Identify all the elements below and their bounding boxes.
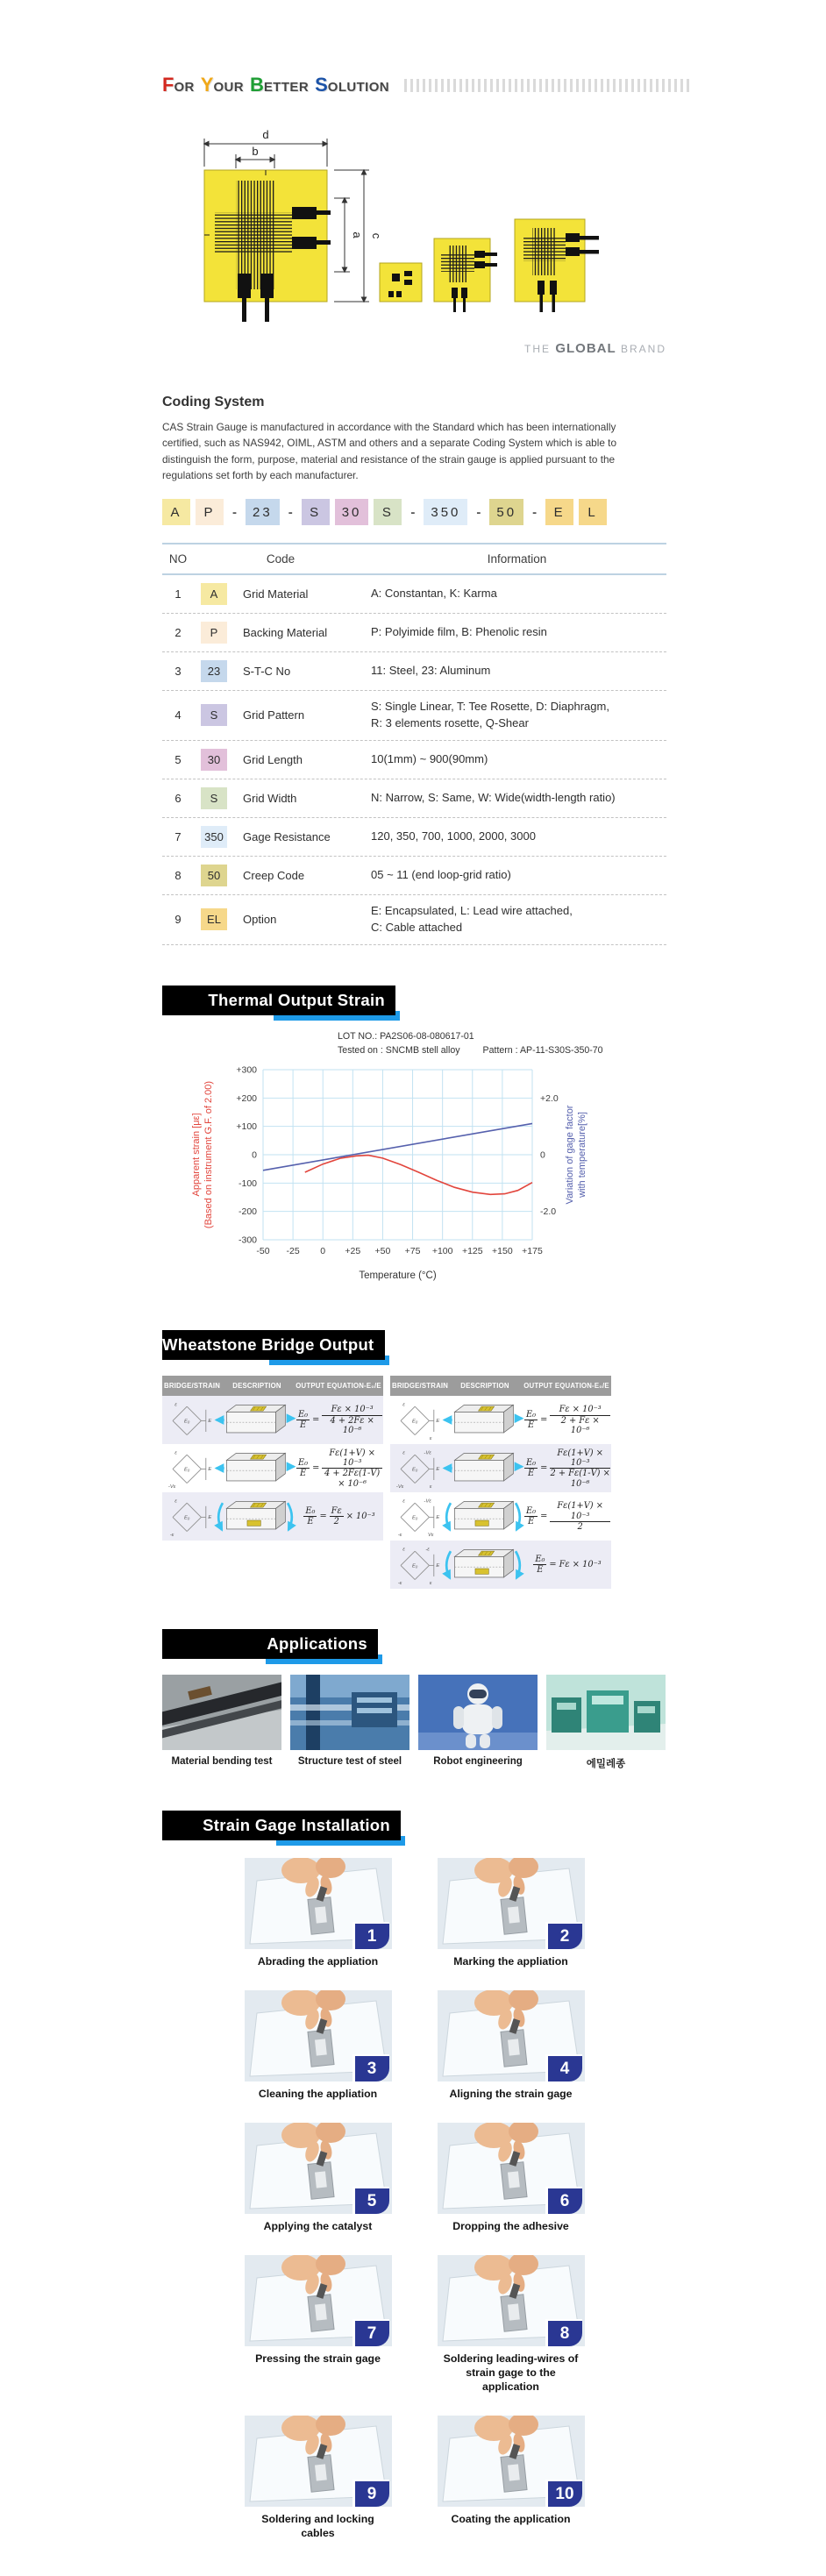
step-number-badge: 5 <box>352 2187 389 2214</box>
row-number: 6 <box>174 791 182 805</box>
thermal-chart-holder <box>180 1059 666 1290</box>
tested-on-text: Tested on : SNCMB stell alloy <box>338 1044 460 1056</box>
svg-text:+125: +125 <box>461 1246 483 1257</box>
bending-specimen-icon <box>442 1544 524 1585</box>
bridge-circuit-icon <box>165 1399 212 1441</box>
svg-text:ε: ε <box>402 1402 405 1408</box>
coding-system-title: Coding System <box>162 395 265 409</box>
info-line: 05 ~ 11 (end loop-grid ratio) <box>371 867 511 881</box>
installation-step <box>438 1858 585 1969</box>
table-row <box>162 575 666 614</box>
bridge-circuit-icon <box>393 1496 440 1537</box>
application-photo <box>418 1675 538 1750</box>
code-label: Grid Length <box>243 752 303 766</box>
svg-text:-Vε: -Vε <box>167 1484 176 1490</box>
section-header-installation: Strain Gage Installation <box>162 1811 401 1840</box>
code-information <box>367 624 666 641</box>
code-chip: S <box>302 499 330 525</box>
svg-text:0: 0 <box>320 1246 326 1257</box>
table-row <box>162 741 666 779</box>
tension-specimen-icon <box>442 1448 524 1489</box>
code-label: Creep Code <box>243 868 305 882</box>
output-equation: $\frac{\text{E₀}}{E}$ = Fε × 10⁻³ <box>535 1555 602 1576</box>
svg-text:E: E <box>436 1515 440 1521</box>
series-apparent-strain <box>305 1156 532 1195</box>
bridge-cell <box>391 1399 442 1441</box>
bending-specimen-icon <box>442 1496 524 1537</box>
svg-text:ε: ε <box>174 1450 177 1456</box>
svg-text:E: E <box>436 1467 440 1473</box>
wheatstone-tables <box>162 1376 666 1589</box>
bridge-output-row <box>162 1396 383 1444</box>
svg-text:0: 0 <box>252 1149 257 1161</box>
code-information <box>367 790 666 807</box>
table-row <box>162 652 666 691</box>
code-chip: A <box>162 499 190 525</box>
installation-step <box>245 2255 392 2395</box>
gauge-code-example <box>162 499 666 525</box>
svg-text:-ε: -ε <box>397 1581 402 1586</box>
row-number: 8 <box>174 868 182 882</box>
wheatstone-header <box>390 1376 611 1396</box>
code-label: Grid Width <box>243 791 297 805</box>
code-label: S-T-C No <box>243 665 291 679</box>
svg-text:Variation of gage factor: Variation of gage factor <box>565 1105 575 1205</box>
bridge-cell <box>391 1448 442 1489</box>
code-information <box>367 867 666 884</box>
code-chip: 23 <box>201 660 227 682</box>
code-chip: 23 <box>246 499 280 525</box>
brand-global: GLOBAL <box>555 341 616 356</box>
bridge-cell <box>163 1496 214 1537</box>
brand-line <box>162 341 666 356</box>
code-chip: S <box>201 787 227 809</box>
svg-text:ε: ε <box>402 1450 405 1456</box>
gauge-large-drawing <box>204 170 331 322</box>
step-photo <box>438 2123 585 2214</box>
brand-the: THE <box>523 343 556 355</box>
wb-col-description: DESCRIPTION <box>232 1382 281 1391</box>
svg-text:E: E <box>208 1515 212 1521</box>
svg-text:E₀: E₀ <box>184 1515 190 1521</box>
step-caption: Cleaning the appliation <box>258 2088 378 2101</box>
info-line: 11: Steel, 23: Aluminum <box>371 664 491 678</box>
step-caption: Coating the application <box>451 2513 571 2526</box>
wb-col-equation: OUTPUT EQUATION-E₀/E <box>523 1382 609 1391</box>
svg-text:E₀: E₀ <box>412 1563 418 1569</box>
svg-text:(Based on instrument G.F. of 2: (Based on instrument G.F. of 2.00) <box>203 1081 214 1229</box>
thermal-output-chart <box>180 1059 601 1285</box>
svg-text:E: E <box>436 1563 440 1569</box>
step-number-badge: 7 <box>352 2319 389 2346</box>
code-chip: E <box>545 499 573 525</box>
svg-text:E₀: E₀ <box>412 1419 418 1425</box>
code-information <box>367 751 666 768</box>
bridge-cell <box>391 1544 442 1585</box>
code-chip: 30 <box>335 499 369 525</box>
bridge-cell <box>163 1399 214 1441</box>
wb-col-bridge: BRIDGE/STRAIN <box>392 1382 449 1391</box>
gauge-small-drawing <box>380 263 422 302</box>
bridge-circuit-icon <box>393 1399 440 1441</box>
code-information <box>367 586 666 602</box>
row-number: 9 <box>174 913 182 927</box>
svg-text:with temperature[%]: with temperature[%] <box>577 1112 587 1199</box>
svg-text:+175: +175 <box>522 1246 543 1257</box>
description-cell <box>214 1448 296 1489</box>
svg-text:ε: ε <box>429 1436 432 1441</box>
code-label: Grid Material <box>243 587 309 601</box>
code-chip: A <box>201 583 227 605</box>
svg-text:E₀: E₀ <box>412 1467 418 1473</box>
output-equation: $\frac{\text{E₀}}{E}$ = $\frac{\text{Fε(1+V) × 10⁻³}}{\text{2 + Fε(1-V) × 10⁻⁶}}$ <box>526 1448 610 1489</box>
step-caption: Marking the appliation <box>453 1955 568 1968</box>
table-row <box>162 857 666 895</box>
dimension-label-a: a <box>351 231 364 238</box>
code-information <box>367 663 666 680</box>
svg-text:+200: +200 <box>236 1093 257 1105</box>
chart-annotations <box>162 1029 666 1058</box>
code-label: Gage Resistance <box>243 829 331 843</box>
svg-text:ε: ε <box>174 1402 177 1408</box>
bridge-output-row <box>390 1541 611 1589</box>
bridge-output-row <box>162 1444 383 1492</box>
section-header-wheatstone: Wheatstone Bridge Output <box>162 1330 385 1360</box>
installation-step <box>245 1990 392 2102</box>
code-chip: L <box>579 499 607 525</box>
table-row <box>162 691 666 741</box>
row-number: 5 <box>174 752 182 766</box>
application-caption: Structure test of steel <box>297 1756 402 1768</box>
table-row <box>162 779 666 818</box>
step-photo <box>438 1990 585 2081</box>
coding-table <box>162 543 666 944</box>
svg-text:ε: ε <box>402 1547 405 1553</box>
application-photo <box>546 1675 666 1750</box>
svg-text:Apparent strain [με]: Apparent strain [με] <box>191 1113 202 1197</box>
step-caption: Pressing the strain gage <box>255 2352 381 2366</box>
col-header-information: Information <box>487 552 547 566</box>
description-cell <box>442 1544 524 1585</box>
coding-table-body <box>162 575 666 944</box>
svg-text:E₀: E₀ <box>412 1515 418 1521</box>
coding-system-description: CAS Strain Gauge is manufactured in accordance with the Standard which has been internationally certified, such as NAS942, OIML, ASTM and others and a separate Coding System which is able to distinguish the form, purpose, material and resistance of the strain gauge is applied pursuant to the regulations set forth by each manufacturer. <box>162 421 617 481</box>
wb-col-bridge: BRIDGE/STRAIN <box>164 1382 221 1391</box>
svg-text:ε: ε <box>429 1484 432 1490</box>
bridge-cell <box>163 1448 214 1489</box>
tension-specimen-icon <box>214 1448 296 1489</box>
step-number-badge: 9 <box>352 2480 389 2507</box>
output-equation: $\frac{\text{E₀}}{E}$ = $\frac{\text{Fε(1+V) × 10⁻³}}{2}$ <box>524 1501 610 1532</box>
installation-step <box>245 1858 392 1969</box>
wb-col-description: DESCRIPTION <box>460 1382 509 1391</box>
table-row <box>162 614 666 652</box>
row-number: 1 <box>174 587 182 601</box>
step-photo <box>438 2416 585 2507</box>
description-cell <box>214 1399 296 1441</box>
x-axis-label: Temperature (°C) <box>359 1270 437 1282</box>
application-photo <box>162 1675 281 1750</box>
svg-text:ε: ε <box>402 1498 405 1505</box>
code-chip: 50 <box>489 499 523 525</box>
wb-col-equation: OUTPUT EQUATION-E₀/E <box>296 1382 381 1391</box>
step-caption: Soldering and locking cables <box>261 2513 374 2540</box>
wheatstone-table-left <box>162 1376 383 1589</box>
applications-gallery <box>162 1675 666 1770</box>
section-header-thermal-output: Thermal Output Strain <box>162 986 395 1015</box>
svg-text:-200: -200 <box>238 1206 257 1218</box>
bridge-output-row <box>162 1492 383 1541</box>
section-header-applications: Applications <box>162 1629 378 1659</box>
description-cell <box>442 1448 524 1489</box>
info-line: 120, 350, 700, 1000, 2000, 3000 <box>371 829 536 843</box>
step-photo <box>245 2255 392 2346</box>
title-stripes-decoration <box>404 79 691 92</box>
step-number-badge: 2 <box>545 1922 582 1949</box>
code-chip: S <box>201 704 227 726</box>
tension-specimen-icon <box>442 1399 524 1441</box>
step-photo <box>438 1858 585 1949</box>
svg-text:E₀: E₀ <box>184 1419 190 1425</box>
installation-steps <box>162 1858 666 2541</box>
code-dash: - <box>476 504 481 520</box>
coding-table-header <box>162 544 666 575</box>
svg-text:E: E <box>208 1467 212 1473</box>
page-title <box>162 74 666 96</box>
step-number-badge: 8 <box>545 2319 582 2346</box>
step-caption: Abrading the appliation <box>257 1955 379 1968</box>
strain-gauge-diagram <box>162 125 666 339</box>
step-caption: Dropping the adhesive <box>452 2220 569 2233</box>
table-row <box>162 818 666 857</box>
code-chip: EL <box>201 908 227 930</box>
bridge-output-row <box>390 1396 611 1444</box>
bridge-cell <box>391 1496 442 1537</box>
installation-step <box>438 1990 585 2102</box>
installation-step <box>245 2123 392 2234</box>
application-caption: Material bending test <box>171 1756 273 1768</box>
info-line: E: Encapsulated, L: Lead wire attached, <box>371 903 573 917</box>
info-line: R: 3 elements rosette, Q-Shear <box>371 715 529 729</box>
wheatstone-header <box>162 1376 383 1396</box>
code-chip: P <box>201 622 227 644</box>
code-chip: S <box>374 499 402 525</box>
row-number: 2 <box>174 626 182 640</box>
row-number: 3 <box>174 665 182 679</box>
application-caption: 에밀레종 <box>586 1759 626 1770</box>
col-header-no: NO <box>168 552 188 566</box>
description-cell <box>442 1496 524 1537</box>
step-photo <box>245 1858 392 1949</box>
svg-text:+25: +25 <box>345 1246 361 1257</box>
output-equation: $\frac{\text{E₀}}{E}$ = $\frac{\text{Fε × 10⁻³}}{\text{4 + 2Fε × 10⁻⁶}}$ <box>296 1405 382 1435</box>
info-line: S: Single Linear, T: Tee Rosette, D: Diaphragm, <box>371 700 609 714</box>
svg-text:+100: +100 <box>431 1246 453 1257</box>
svg-text:+2.0: +2.0 <box>540 1093 559 1105</box>
description-cell <box>442 1399 524 1441</box>
step-photo <box>245 2123 392 2214</box>
title-text <box>162 74 395 96</box>
svg-text:-ε: -ε <box>425 1547 430 1553</box>
row-number: 7 <box>174 829 182 843</box>
info-line: 10(1mm) ~ 900(90mm) <box>371 751 488 765</box>
bridge-output-row <box>390 1492 611 1541</box>
svg-text:E: E <box>436 1419 440 1425</box>
svg-text:E₀: E₀ <box>184 1467 190 1473</box>
code-chip: P <box>196 499 224 525</box>
output-equation: $\frac{\text{E₀}}{E}$ = $\frac{F\varepsilon}{2}$ × 10⁻³ <box>305 1506 375 1527</box>
svg-text:Vε: Vε <box>427 1533 434 1538</box>
dimension-label-c: c <box>370 232 383 239</box>
step-number-badge: 1 <box>352 1922 389 1949</box>
installation-step <box>438 2255 585 2395</box>
gauge-xlarge-drawing <box>515 219 599 312</box>
step-photo <box>438 2255 585 2346</box>
info-line: N: Narrow, S: Same, W: Wide(width-length ratio) <box>371 790 616 804</box>
bridge-circuit-icon <box>393 1448 440 1489</box>
step-number-badge: 6 <box>545 2187 582 2214</box>
step-number-badge: 4 <box>545 2054 582 2081</box>
application-item <box>546 1675 666 1770</box>
tension-specimen-icon <box>214 1399 296 1441</box>
title-word: YOUR <box>200 74 244 96</box>
title-word: BETTER <box>250 74 310 96</box>
svg-text:+150: +150 <box>492 1246 513 1257</box>
step-photo <box>245 1990 392 2081</box>
svg-text:+50: +50 <box>374 1246 391 1257</box>
svg-text:-ε: -ε <box>397 1533 402 1538</box>
svg-text:-Vε: -Vε <box>424 1450 431 1456</box>
step-photo <box>245 2416 392 2507</box>
svg-text:-Vε: -Vε <box>395 1484 404 1490</box>
installation-step <box>438 2123 585 2234</box>
svg-text:-25: -25 <box>286 1246 300 1257</box>
application-item <box>290 1675 409 1770</box>
step-caption: Applying the catalyst <box>263 2220 373 2233</box>
dimension-label-d: d <box>262 128 269 141</box>
bridge-circuit-icon <box>165 1496 212 1537</box>
pattern-text: Pattern : AP-11-S30S-350-70 <box>482 1044 603 1056</box>
dimension-label-b: b <box>252 145 259 158</box>
code-label: Backing Material <box>243 626 328 640</box>
lot-no-text: LOT NO.: PA2S06-08-080617-01 <box>338 1030 474 1042</box>
table-row <box>162 895 666 945</box>
application-caption: Robot engineering <box>433 1756 523 1768</box>
brand-brand: BRAND <box>616 343 666 355</box>
code-dash: - <box>410 504 416 520</box>
step-caption: Soldering leading-wires of strain gage to the application <box>443 2352 579 2394</box>
bridge-output-row <box>390 1444 611 1492</box>
info-line: A: Constantan, K: Karma <box>371 587 497 601</box>
svg-text:-2.0: -2.0 <box>540 1206 557 1218</box>
code-chip: 350 <box>424 499 467 525</box>
svg-text:-Vε: -Vε <box>424 1498 431 1505</box>
svg-text:ε: ε <box>429 1581 432 1586</box>
code-information <box>367 829 666 845</box>
bridge-circuit-icon <box>393 1544 440 1585</box>
gauge-medium-drawing <box>434 238 497 312</box>
code-chip: 30 <box>201 749 227 771</box>
svg-text:+75: +75 <box>404 1246 421 1257</box>
svg-text:E: E <box>208 1419 212 1425</box>
row-number: 4 <box>174 708 182 722</box>
svg-text:-ε: -ε <box>169 1533 174 1538</box>
code-dash: - <box>288 504 293 520</box>
svg-text:ε: ε <box>174 1498 177 1505</box>
code-label: Grid Pattern <box>243 708 305 722</box>
code-chip: 350 <box>201 826 227 848</box>
col-header-code: Code <box>266 552 296 566</box>
info-line: P: Polyimide film, B: Phenolic resin <box>371 625 547 639</box>
step-number-badge: 3 <box>352 2054 389 2081</box>
output-equation: $\frac{\text{E₀}}{E}$ = $\frac{\text{Fε(1+V) × 10⁻³}}{\text{4 + 2Fε(1-V) × 10⁻⁶}}$ <box>296 1448 382 1489</box>
application-item <box>162 1675 281 1770</box>
installation-step <box>438 2416 585 2541</box>
code-information <box>367 699 666 732</box>
bending-specimen-icon <box>214 1496 296 1537</box>
svg-text:-50: -50 <box>256 1246 270 1257</box>
code-chip: 50 <box>201 865 227 886</box>
svg-text:-100: -100 <box>238 1178 257 1190</box>
step-caption: Aligning the strain gage <box>449 2088 573 2101</box>
svg-text:-300: -300 <box>238 1235 257 1246</box>
output-equation: $\frac{\text{E₀}}{E}$ = $\frac{\text{Fε × 10⁻³}}{\text{2 + Fε × 10⁻⁶}}$ <box>524 1405 610 1435</box>
svg-text:+100: +100 <box>236 1121 257 1133</box>
code-information <box>367 903 666 936</box>
title-word: SOLUTION <box>315 74 390 96</box>
info-line: C: Cable attached <box>371 920 463 934</box>
step-number-badge: 10 <box>545 2480 582 2507</box>
code-label: Option <box>243 913 277 927</box>
installation-step <box>245 2416 392 2541</box>
title-word: FOR <box>162 74 195 96</box>
code-dash: - <box>532 504 538 520</box>
application-item <box>418 1675 538 1770</box>
svg-text:0: 0 <box>540 1149 545 1161</box>
svg-text:+300: +300 <box>236 1064 257 1076</box>
code-dash: - <box>232 504 237 520</box>
wheatstone-table-right <box>390 1376 611 1589</box>
bridge-circuit-icon <box>165 1448 212 1489</box>
description-cell <box>214 1496 296 1537</box>
application-photo <box>290 1675 409 1750</box>
